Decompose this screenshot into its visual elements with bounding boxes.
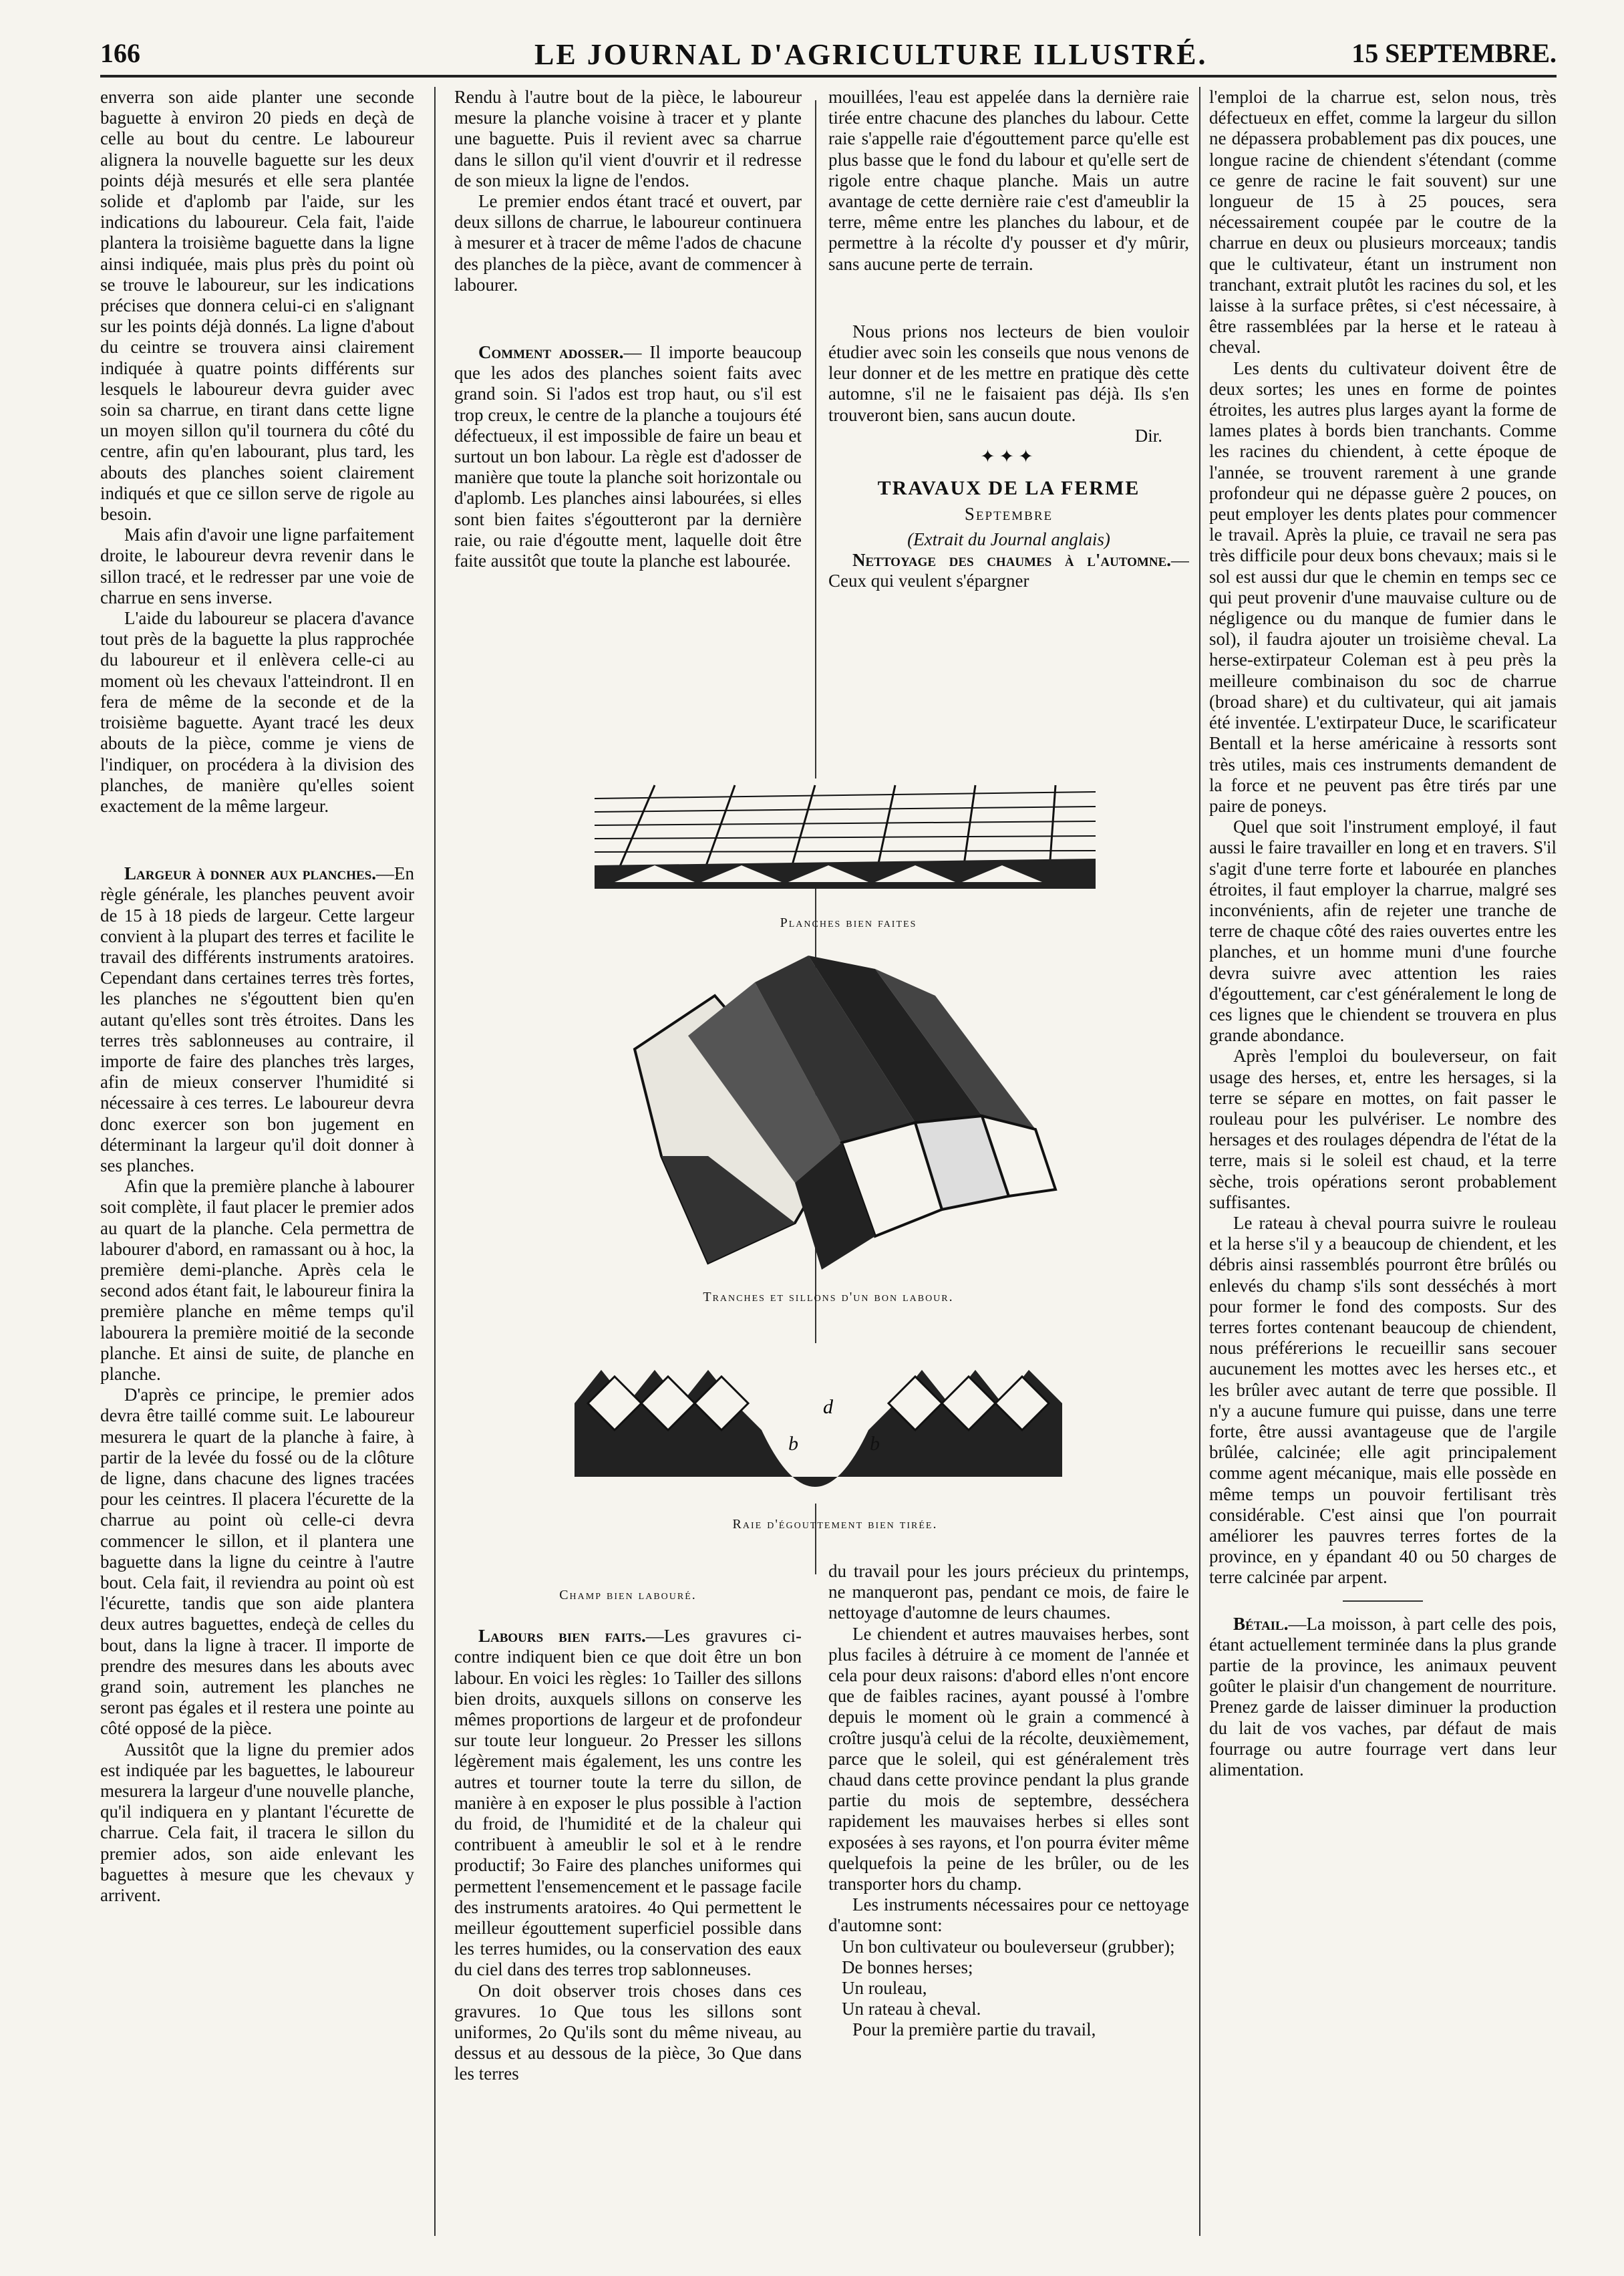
col3-paragraph: Le chiendent et autres mauvaises herbes, sont plus faciles à détruire à ce moment de l'année et cela pour deux raisons: d'abord elles n'ont encore que de faibles racines, ayant poussé à l'ombre depuis le moment où le grain a commencé à croître jusqu'à celui de la récolte, deuxièmement, parce que le soleil, qui est généralement très chaud dans cette province pendant la plus grande partie du mois de septembre, desséchera rapidement les mauvaises herbes si elles sont exposées à ses rayons, et l'on pourra éviter même quelquefois la peine de les brûler, ou de les transporter hors du champ. [828,1623,1189,1894]
page-number: 166 [100,38,140,68]
col3-paragraph: —Ceux qui veulent s'épargner [828,549,1189,591]
fig-label-d: d [823,1396,833,1418]
section-heading: TRAVAUX DE LA FERME [877,477,1140,500]
list-item: Un rateau à cheval. [842,1999,981,2019]
section-nettoyage [828,550,1189,591]
col2-paragraph: — Il importe beaucoup que les ados des planches soient faits avec grand soin. Si l'ados est trop haut, ou s'il est trop creux, le centre de la planche a toujours été défectueux, il est impossible de faire un beau et surtout un bon labour. La règle est d'adosser de manière que toute la planche soit horizontale ou d'aplomb. Les planches ainsi labourées, si elles sont bien faites s'égoutteront par la dernière raie, ou raie d'égoutte ment, laquelle doit être faite aussitôt que toute la planche est labourée. [454,342,802,571]
figure-tranches-sillons [621,956,1062,1276]
column-divider [434,87,436,2236]
fig-label-b: b [870,1433,880,1455]
fig-label-c: c [830,1453,839,1475]
col1-paragraph: Afin que la première planche à labourer soit complète, il faut placer le premier ados au quart de la planche. Cela permettra de labourer d'abord, en ramassant ou à hoc, la première demi-planche. Après cela le second ados étant fait, le laboureur finira la première planche en même temps qu'il labourera la première moitié de la seconde planche. Et ainsi de suite, de planche en planche. [100,1176,414,1384]
heading-comment-adosser: Comment adosser. [478,342,624,363]
col2-paragraph: On doit observer trois choses dans ces gravures. 1o Que tous les sillons sont uniformes, 2o Qu'ils sont du même niveau, au dessus et au dessous de la pièce, 3o Que dans les terres [454,1980,802,2084]
column-4 [1209,87,1557,2249]
col4-paragraph: Quel que soit l'instrument employé, il faut aussi le faire travailler en long et en travers. S'il s'agit d'une terre forte et labourée en planches étroites, il faut employer la charrue, malgré ses inconvénients, afin de rejeter une tranche de terre de chaque côté des raies ouvertes entre les planches, et un homme muni d'une fourche devra suivre avec attention les raies d'égouttement, car c'est généralement le long de ces lignes que le chiendent se trouvera en plus grande abondance. [1209,817,1557,1046]
list-item: De bonnes herses; [842,1957,973,1977]
heading-largeur: Largeur à donner aux planches. [124,863,376,884]
caption-raie: Raie d'égouttement bien tirée. [732,1517,938,1532]
col2-paragraph: Le premier endos étant tracé et ouvert, par deux sillons de charrue, le laboureur continuera à mesurer et à tracer de même l'ados de chacune des planches de la pièce, avant de commencer à labourer. [454,191,802,295]
col1-paragraph: L'aide du laboureur se placera d'avance tout près de la baguette la plus rapprochée du laboureur et il enlèvera celle-ci au moment où les chevaux l'atteindront. Il en fera de même de la seconde et de la troisième baguette. Ayant tracé les deux abouts de la pièce, comme je viens de l'indiquer, on procédera à la division des planches, de manière qu'elles soient exactement de la même largeur. [100,608,414,816]
section-largeur [100,863,414,1176]
col3-paragraph: du travail pour les jours précieux du printemps, ne manqueront pas, pendant ce mois, de faire le nettoyage d'automne de leurs chaumes. [828,1561,1189,1623]
column-3-top [828,87,1189,752]
col4-paragraph: —La moisson, à part celle des pois, étant actuellement terminée dans la plus grande partie de la province, les animaux peuvent goûter le plaisir d'un changement de nourriture. Prenez garde de laisser diminuer la production du lait de vos vaches, par défaut de mais fourrage ou autre fourrage vert dans leur alimentation. [1209,1613,1557,1780]
section-comment [454,342,802,571]
signature: Dir. [1134,425,1162,446]
caption-planches: Planches bien faites [780,915,917,930]
col3-paragraph: mouillées, l'eau est appelée dans la dernière raie tirée entre chacune des planches du labour. Cette raie s'appelle raie d'égouttement parce qu'elle est plus basse que le fond du labour et qu'elle sert de rigole entre chaque planche. Mais un autre avantage de cette dernière raie c'est d'ameublir la terre, même entre les planches du labour, et de permettre à la récolte d'y pousser et d'y mûrir, sans aucune perte de terrain. [828,87,1189,274]
section-betail [1209,1614,1557,1781]
header-rule [100,75,1557,78]
source-note: (Extrait du Journal anglais) [907,529,1110,549]
col4-paragraph: l'emploi de la charrue est, selon nous, très défectueux en effet, comme la largeur du sillon ne dépassera probablement pas dix pouces, une longue racine de chiendent s'étendant (comme ce genre de racine le fait souvent) sur une longueur de 15 à 25 pouces, sera nécessairement coupée par le coutre de la charrue en deux ou plusieurs morceaux; tandis que le cultivateur, étant un instrument non tranchant, extrait plutôt les racines du sol, et les laisse à la surface prêtes, si c'est nécessaire, à être rassemblées par la herse et le rateau à cheval. [1209,87,1557,358]
col1-paragraph: Aussitôt que la ligne du premier ados est indiquée par les baguettes, le laboureur mesurera la largeur d'une nouvelle planche, qu'il indiquera en y plantant l'écurette de charrue. Cela fait, il tracera le sillon du premier ados, son aide enlevant les baguettes à mesure que les chevaux y arrivent. [100,1739,414,1906]
col4-paragraph: Les dents du cultivateur doivent être de deux sortes; les unes en forme de pointes étroites, les autres plus larges ayant la forme de lames plates à bords bien tranchants. Comme les racines du chiendent, à cette époque de l'année, se trouvent rarement à une grande profondeur qui ne dépasse guère 2 pouces, on peut employer les dents plates pour commencer le travail. Après la pluie, ce travail ne sera pas très difficile pour deux bons chevaux; mais si le sol est aussi dur que le chemin en temps sec ce qui peut provenir d'une mauvaise culture ou de négligence ou du manque de fumier dans le sol), il faudra ajouter un troisième cheval. La herse-extirpateur Coleman est à peu près la meilleure combinaison du soc de charrue (broad share) et du cultivateur, qui ait jamais été inventée. L'extirpateur Duce, le scarificateur Bentall et la herse américaine à ressorts sont très utiles, mais ces instruments demandent de la force et ne peuvent pas être tirés par une paire de poneys. [1209,358,1557,816]
section-subheading: Septembre [964,504,1053,525]
col3-paragraph: Pour la première partie du travail, [852,2019,1096,2040]
column-1 [100,87,414,2249]
section-labours [454,1626,802,1980]
figure-raie-egouttement [575,1343,1062,1504]
issue-date: 15 SEPTEMBRE. [1351,38,1557,68]
col2-paragraph: —Les gravures ci-contre indiquent bien ce que doit être un bon labour. En voici les règles: 1o Tailler des sillons bien droits, auxquels sillons on conserve les mêmes proportions de largeur et de profondeur sur toute leur longueur. 2o Presser les sillons légèrement mais également, les uns contre les autres et tourner toute la terre du sillon, de manière à en exposer le plus possible à l'action du froid, de l'humidité et de la chaleur qui contribuent à ameublir le sol et à le rendre productif; 3o Faire des planches uniformes qui permettent l'ensemencement et le passage facile des instruments aratoires. 4o Qui permettent le meilleur égouttement superficiel possible dans les terres humides, ou la conservation des eaux du ciel dans des terres trop sablonneuses. [454,1626,802,1980]
separator-rule [1343,1600,1423,1602]
caption-champ: Champ bien labouré. [559,1588,697,1602]
journal-title: LE JOURNAL D'AGRICULTURE ILLUSTRÉ. [534,38,1208,71]
column-divider [1199,87,1200,2236]
list-item: Un bon cultivateur ou bouleverseur (grubber); [842,1936,1175,1957]
column-2-top [454,87,802,739]
col1-paragraph: Mais afin d'avoir une ligne parfaitement droite, le laboureur devra revenir dans le sillon tracé, et le redresser par une voie de charrue en sens inverse. [100,525,414,607]
col3-paragraph: Nous prions nos lecteurs de bien vouloir étudier avec soin les conseils que nous venons de leur donner et de les mettre en pratique dès cette automne, s'il ne le faisaient pas déjà. Ils s'en trouveront bien, sans aucun doute. [828,321,1189,425]
caption-tranches: Tranches et sillons d'un bon labour. [703,1290,954,1304]
page-header [100,37,1557,71]
col1-paragraph: —En règle générale, les planches peuvent avoir de 15 à 18 pieds de largeur. Cette largeur convient à la plupart des terres et facilite le travail des différents instruments aratoires. Cependant dans certaines terres très fortes, les planches ne s'égouttent bien qu'en autant qu'elles sont très étroites. Dans les terres très sablonneuses au contraire, il importe de faire des planches très larges, afin de mieux conserver l'humidité si nécessaire à ces terres. Le laboureur devra donc exercer son bon jugement en déterminant la largeur qu'il doit donner à ses planches. [100,863,414,1175]
col1-paragraph: D'après ce principe, le premier ados devra être taillé comme suit. Le laboureur mesurera le quart de la planche à faire, à partir de la levée du fossé ou de la clôture de ligne, dans chacune des lignes tracées pour les ceintres. Il placera l'écurette de la charrue au point où celle-ci devra commencer le sillon, et il plantera une baguette dans la ligne du ceintre à l'autre bout. Cela fait, il reviendra au point où est l'écurette, tandis que son aide plantera deux autres baguettes, endeçà de celles du bout, dans la ligne à tracer. Il importe de prendre des mesures dans les abouts avec grand soin, autrement les planches ne seront pas égales et il restera une pointe au côté opposé de la pièce. [100,1385,414,1739]
column-2-bottom [454,1585,802,2085]
heading-nettoyage: Nettoyage des chaumes à l'automne. [852,549,1171,570]
col3-paragraph: Les instruments nécessaires pour ce nettoyage d'automne sont: [828,1894,1189,1936]
column-3-bottom [828,1561,1189,2041]
list-item: Un rouleau, [842,1978,927,1999]
fig-label-b: b [788,1433,798,1455]
col2-paragraph: Rendu à l'autre bout de la pièce, le laboureur mesure la planche voisine à tracer et y plante une baguette. Puis il revient avec sa charrue dans le sillon qu'il vient d'ouvrir et il redresse de son mieux la ligne de l'endos. [454,87,802,190]
figure-planches-bien-faites [588,765,1102,899]
heading-betail: Bétail. [1233,1613,1289,1634]
heading-labours: Labours bien faits. [478,1626,646,1647]
col1-paragraph: enverra son aide planter une seconde baguette à environ 20 pieds en deçà de celle au bout du centre. Le laboureur alignera la nouvelle baguette sur les deux points déjà mesurés et elle sera plantée solide et d'aplomb par l'aide, sur les indications du laboureur. Cela fait, l'aide plantera la troisième baguette dans la ligne ainsi indiquée, mais plus près du point où se trouve le laboureur, sur les indications précises que donnera celui-ci en s'alignant sur les points déjà donnés. La ligne d'about du ceintre se trouvera ainsi clairement indiquée à quatre points différents sur lesquels le laboureur devra guider avec soin sa charrue, en tirant dans cette ligne un moyen sillon qu'il tournera du côté du centre, afin qu'en labourant, plus tard, les abouts des planches soient clairement indiqués et que ce sillon serve de rigole au besoin. [100,87,414,525]
separator-stars: ✦✦✦ [980,446,1037,467]
col4-paragraph: Après l'emploi du bouleverseur, on fait usage des herses, et, entre les hersages, si la terre se sépare en mottes, on fait passer le rouleau pour les pulvériser. Le nombre des hersages et des roulages dépendra de l'état de la terre, mais si le soleil est chaud, et la terre sèche, trois opérations seront probablement suffisantes. [1209,1046,1557,1212]
col4-paragraph: Le rateau à cheval pourra suivre le rouleau et la herse s'il y a beaucoup de chiendent, et les débris ainsi rassemblés pourront être brûlés ou enlevés du champ s'ils sont desséchés à mort pour former le fond des composts. Sur des terres fortes contenant beaucoup de chiendent, nous préférerions le recueillir sans secouer aucunement les mottes avec les herses etc., et les brûler avec autant de terre que possible. Il n'y a aucune fumure qui puisse, dans une terre forte, être aussi avantageuse que de l'argile brûlée, calcinée; elle agit principalement comme agent mécanique, mais elle possède en même temps un pouvoir fertilisant très considérable. C'est ainsi que l'on pourrait améliorer les pauvres terres fortes de la province, en y épandant 40 ou 50 charges de terre calcinée par arpent. [1209,1212,1557,1588]
